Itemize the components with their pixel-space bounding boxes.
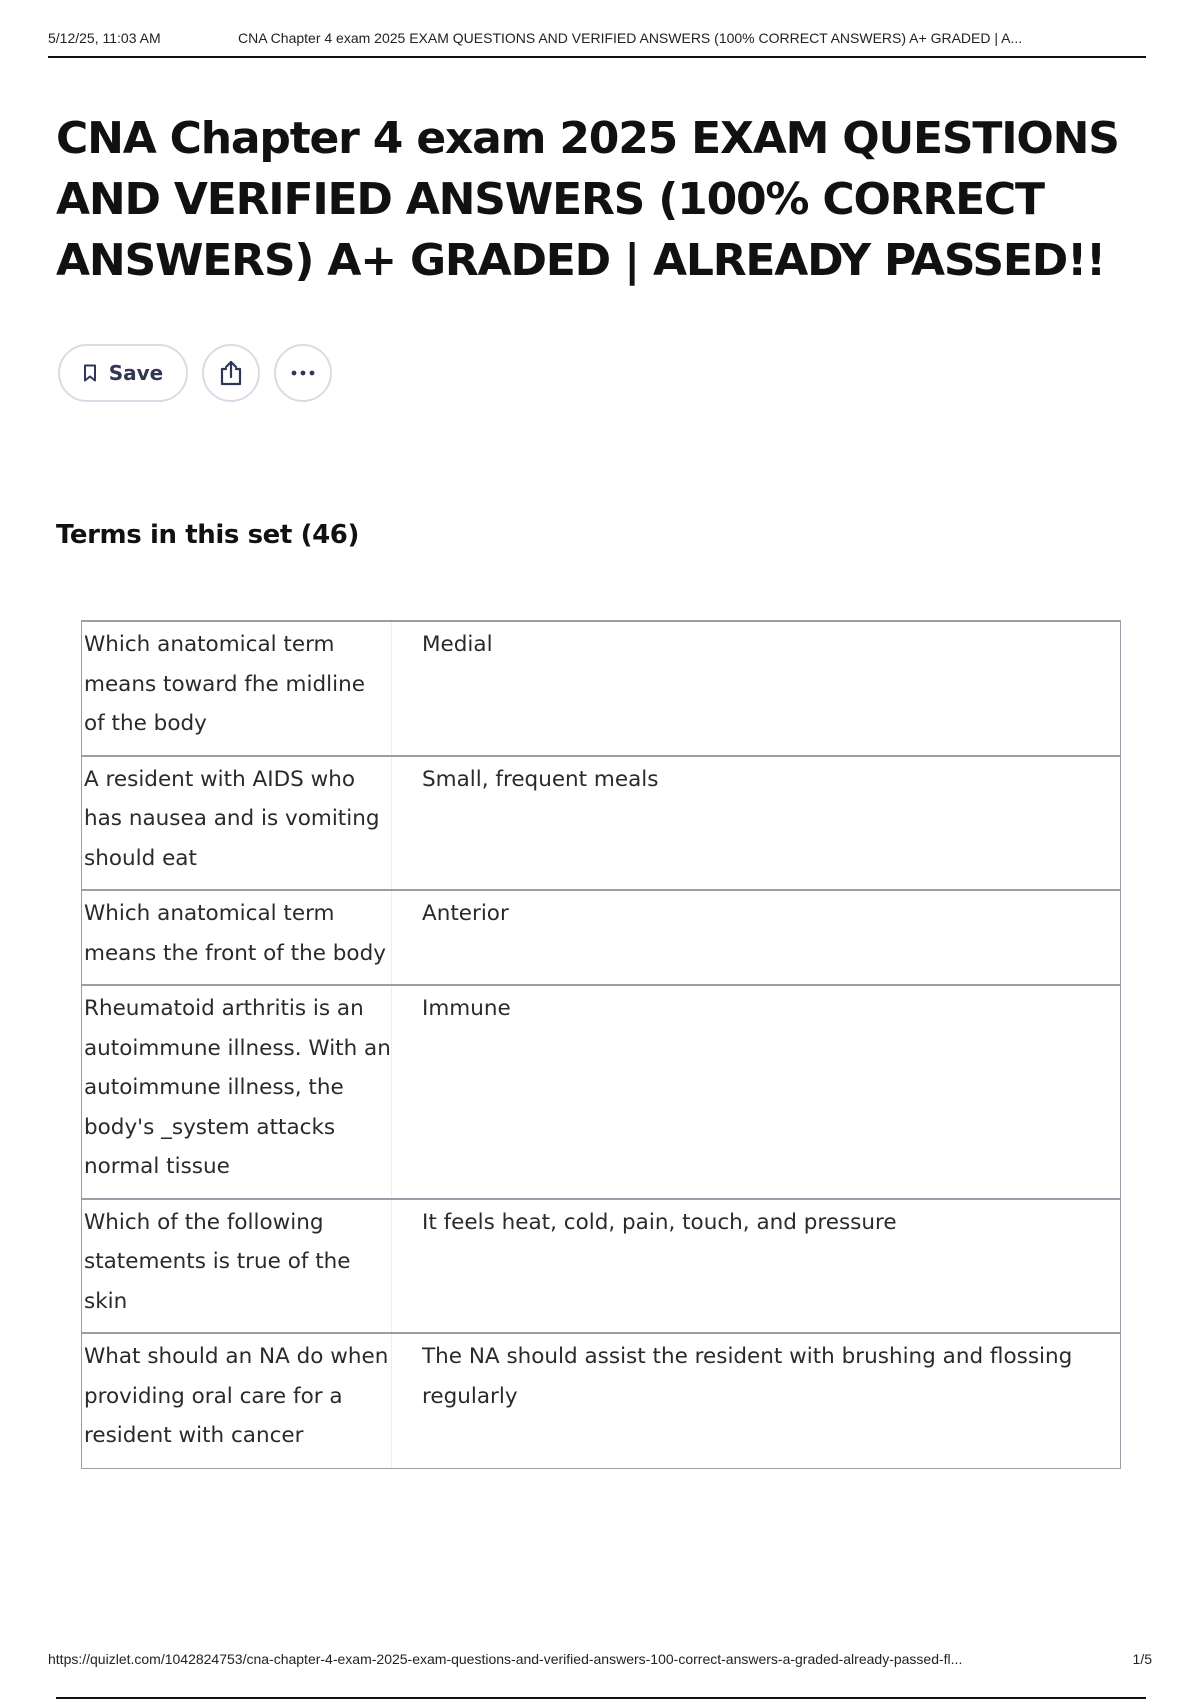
bookmark-icon: [83, 364, 97, 382]
definition-text: It feels heat, cold, pain, touch, and pressure: [422, 1209, 897, 1235]
term-row: [81, 1198, 1121, 1335]
save-button[interactable]: [58, 344, 188, 402]
definition-text: Immune: [422, 996, 511, 1021]
save-button-label: Save: [108, 361, 164, 385]
term-row: [81, 1332, 1121, 1469]
more-icon: [290, 370, 316, 376]
page-url: https://quizlet.com/1042824753/cna-chapter-4-exam-2025-exam-questions-and-verified-answers-100-correct-answers-a-graded-already-passed-fl...: [48, 1651, 963, 1667]
page-title: CNA Chapter 4 exam 2025 EXAM QUESTIONS AND VERIFIED ANSWERS (100% CORRECT ANSWERS) A+ GRADED | ALREADY PASSED!!: [56, 113, 1119, 286]
share-icon: [218, 359, 244, 387]
term-text: What should an NA do when providing oral care for a resident with cancer: [82, 1334, 392, 1468]
terms-table: [81, 622, 1121, 1469]
term-row: [81, 984, 1121, 1200]
term-text: A resident with AIDS who has nausea and is vomiting should eat: [82, 757, 392, 891]
term-row: [81, 755, 1121, 892]
definition-text: Anterior: [422, 901, 509, 926]
term-text: Rheumatoid arthritis is an autoimmune illness. With an autoimmune illness, the body's _system attacks normal tissue: [82, 986, 392, 1199]
term-text: Which of the following statements is true of the skin: [82, 1200, 392, 1334]
print-header-title: CNA Chapter 4 exam 2025 EXAM QUESTIONS AND VERIFIED ANSWERS (100% CORRECT ANSWERS) A+ GRADED | A...: [238, 30, 1023, 46]
footer-divider: [56, 1697, 1146, 1699]
more-options-button[interactable]: [274, 344, 332, 402]
share-button[interactable]: [202, 344, 260, 402]
term-text: Which anatomical term means the front of the body: [82, 891, 392, 985]
page-number: 1/5: [1132, 1651, 1152, 1667]
term-row: [81, 620, 1121, 757]
definition-text: The NA should assist the resident with brushing and flossing regularly: [422, 1344, 1073, 1409]
term-row: [81, 889, 1121, 986]
definition-text: Small, frequent meals: [422, 766, 659, 792]
terms-heading: Terms in this set (46): [56, 520, 359, 550]
print-datetime: 5/12/25, 11:03 AM: [48, 30, 161, 46]
print-header: [48, 26, 1146, 58]
term-text: Which anatomical term means toward fhe midline of the body: [82, 622, 392, 756]
definition-text: Medial: [422, 632, 493, 657]
